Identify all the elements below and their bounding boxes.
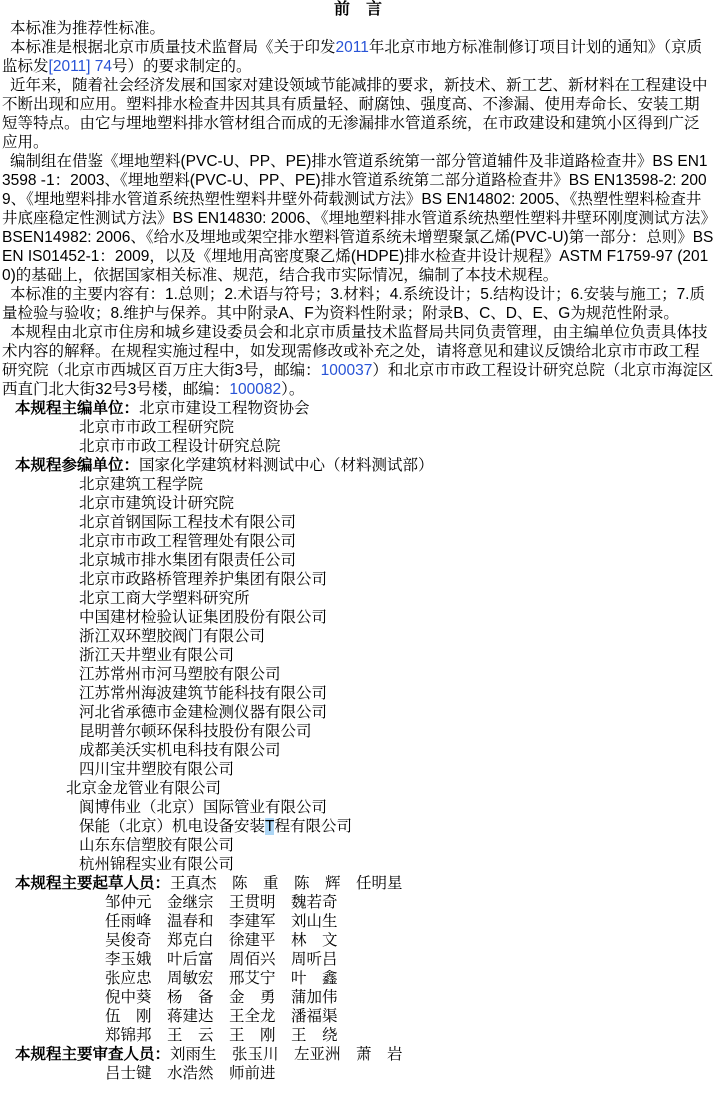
participants-label: 本规程参编单位： (15, 457, 140, 474)
participant-org: 浙江天井塑业有限公司 (79, 647, 235, 664)
participant-org: 北京市市政工程管理处有限公司 (79, 533, 297, 550)
participant-org: 河北省承德市金建检测仪器有限公司 (79, 704, 328, 721)
page-title: 前 言 (333, 1, 382, 18)
paragraph-text: 年北京市地方标准制修订项目计划的通知》（京质监标发 (2, 39, 703, 75)
preface-paragraph-4: 编制组在借鉴《埋地塑料(PVC-U、PP、PE)排水管道系统第一部分管道辅件及非道路检查井》BS EN13598 -1：2003、《埋地塑料(PVC-U、PP、PE)排水管道系统第二部分道路检查井》BS EN13598-2: 2009、《埋地塑料排水管道系统热塑性塑料井壁外荷载测试方法》BS EN14802: 2005、《热塑性塑料检查井井底座稳定性测试方法》BS EN14830: 2006、《埋地塑料排水管道系统热塑性塑料井壁环刚度测试方法》BSEN14982: 2006、《给水及埋地或架空排水塑料管道系统未增塑聚氯乙烯(PVC-U)第一部分：总则》BS EN IS01452-1：2009，以及《埋地用高密度聚乙烯(HDPE)排水检查井设计规程》ASTM F1759-97 (2010)的基础上，依据国家相关标准、规范，结合我市实际情况，编制了本技术规程。 (2, 153, 714, 284)
chief-editor-label: 本规程主编单位： (15, 400, 140, 417)
reviewers-first-row: 刘雨生 张玉川 左亚洲 萧 岩 (170, 1046, 403, 1063)
participant-org: 成都美沃实机电科技有限公司 (79, 742, 281, 759)
postal-code: 100082 (229, 381, 282, 398)
preface-paragraph-3: 近年来，随着社会经济发展和国家对建设领域节能减排的要求，新技术、新工艺、新材料在工程建设中不断出现和应用。塑料排水检查井因其具有质量轻、耐腐蚀、强度高、不渗漏、使用寿命长、安装工期短等特点。由它与埋地塑料排水管材组合而成的无渗漏排水管道系统，在市政建设和建筑小区得到广泛应用。 (2, 77, 708, 151)
drafter-names-row: 邹仲元 金继宗 王贯明 魏若奇 (105, 894, 338, 911)
participant-org: 浙江双环塑胶阀门有限公司 (79, 628, 266, 645)
drafter-names-row: 伍 刚 蒋建达 王全龙 潘福渠 (105, 1008, 338, 1025)
paragraph-text: 本标准是根据北京市质量技术监督局《关于印发 (10, 39, 336, 56)
document-number: [2011] 74 (48, 58, 113, 75)
drafter-names-row: 任雨峰 温春和 李建军 刘山生 (105, 913, 338, 930)
org-name-part: 程有限公司 (274, 818, 352, 835)
participants-section (2, 456, 714, 475)
participant-org: 北京首钢国际工程技术有限公司 (79, 514, 297, 531)
participant-org: 山东东信塑胶有限公司 (79, 837, 235, 854)
year-number: 2011 (335, 39, 369, 56)
participant-org: 北京市政路桥管理养护集团有限公司 (79, 571, 328, 588)
participant-org: 北京工商大学塑料研究所 (79, 590, 250, 607)
participant-org: 四川宝井塑胶有限公司 (79, 761, 235, 778)
participant-org: 阆博伟业（北京）国际管业有限公司 (79, 799, 328, 816)
drafter-names-row: 张应忠 周敏宏 邢艾宁 叶 鑫 (105, 970, 338, 987)
participant-org: 北京建筑工程学院 (79, 476, 204, 493)
chief-editor-org: 北京市市政工程研究院 (79, 419, 235, 436)
participant-org: 杭州锦程实业有限公司 (79, 856, 235, 873)
drafters-first-row: 王真杰 陈 重 陈 辉 任明星 (170, 875, 403, 892)
preface-paragraph-6 (2, 323, 714, 399)
paragraph-text: ）和北京市市政工程设计研究总院（北京市海淀区西直门北大街32号3号楼，邮编： (2, 362, 714, 398)
highlighted-character: T (265, 818, 275, 835)
drafters-section (2, 874, 714, 893)
participant-org: 昆明普尔顿环保科技股份有限公司 (79, 723, 312, 740)
paragraph-text: ）。 (281, 381, 305, 398)
participant-org: 中国建材检验认证集团股份有限公司 (79, 609, 328, 626)
chief-editor-section (2, 399, 714, 418)
participant-org: 江苏常州市河马塑胶有限公司 (79, 666, 281, 683)
chief-editor-org: 北京市市政工程设计研究总院 (79, 438, 281, 455)
postal-code: 100037 (320, 362, 373, 379)
participant-org: 江苏常州海波建筑节能科技有限公司 (79, 685, 328, 702)
preface-paragraph-1: 本标准为推荐性标准。 (10, 20, 166, 37)
paragraph-text: 本规程由北京市住房和城乡建设委员会和北京市质量技术监督局共同负责管理，由主编单位负责具体技术内容的解释。在规程实施过程中，如发现需修改或补充之处，请将意见和建议反馈给北京市市政工程研究院（北京市西城区百万庄大街3号，邮编： (2, 324, 708, 379)
reviewers-section (2, 1045, 714, 1064)
participant-org: 北京市建筑设计研究院 (79, 495, 235, 512)
participant-org: 北京城市排水集团有限责任公司 (79, 552, 297, 569)
drafters-label: 本规程主要起草人员： (15, 875, 171, 892)
preface-paragraph-2 (2, 38, 714, 76)
participant-org (79, 817, 714, 836)
drafter-names-row: 吴俊奇 郑克白 徐建平 林 文 (105, 932, 338, 949)
paragraph-text: 号）的要求制定的。 (112, 58, 252, 75)
participants-first-org: 国家化学建筑材料测试中心（材料测试部） (139, 457, 434, 474)
reviewers-label: 本规程主要审查人员： (15, 1046, 171, 1063)
participant-org: 北京金龙管业有限公司 (66, 780, 222, 797)
reviewer-names-row: 吕士键 水浩然 师前进 (105, 1065, 276, 1082)
drafter-names-row: 李玉娥 叶后富 周佰兴 周听吕 (105, 951, 338, 968)
chief-editor-first-org: 北京市建设工程物资协会 (139, 400, 310, 417)
drafter-names-row: 倪中葵 杨 备 金 勇 蒲加伟 (105, 989, 338, 1006)
drafter-names-row: 郑锦邦 王 云 王 刚 王 绕 (105, 1027, 338, 1044)
org-name-part: 保能（北京）机电设备安装 (79, 818, 266, 835)
preface-paragraph-5: 本标准的主要内容有：1.总则；2.术语与符号；3.材料；4.系统设计；5.结构设计；6.安装与施工；7.质量检验与验收；8.维护与保养。其中附录A、F为资料性附录；附录B、C、D、E、G为规范性附录。 (2, 286, 705, 322)
